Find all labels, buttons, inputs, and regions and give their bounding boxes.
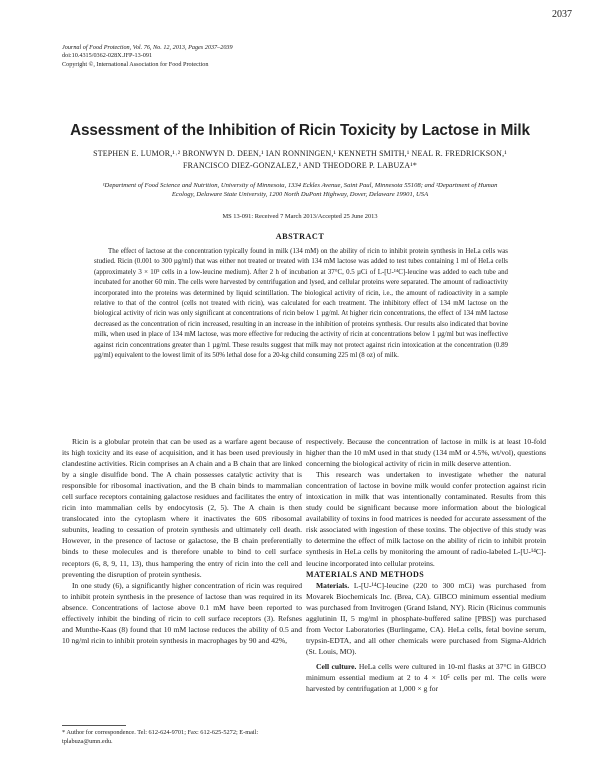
body-paragraph: Ricin is a globular protein that can be used as a warfare agent because of its high toxicity and its ease of acquisition, and it has been used previously in clandestine activities. Ricin comprises an A chain and a B chain that are linked by a single disulfide bond. The A chain possesses catalytic activity that is responsible for ribosomal inactivation, and the B chain binds to mammalian cell surface receptors containing galactose residues and facilitates the entry of ricin into mammalian cells by endocytosis (2, 5). The A chain is then translocated into the cytoplasm where it inactivates the 60S ribosomal subunits, leading to cessation of protein synthesis and ultimately cell death. However, in the presence of lactose or galactose, the B chain preferentially binds to these molecules and is therefore unable to bind to cell surface receptors (6, 8, 9, 11, 13), thus hampering the entry of ricin into the cell and preventing the disruption of protein synthesis. xyxy=(62,437,302,579)
page-number: 2037 xyxy=(552,9,572,20)
abstract-text: The effect of lactose at the concentration typically found in milk (134 mM) on the ability of ricin to inhibit protein synthesis in HeLa cells was studied. Ricin (0.001 to 300 µg/ml) that was either not treated or treated with 134 mM lactose was added to test tubes containing 1 ml of HeLa cells (approximately 3 × 10⁵ cells in a low-leucine medium). After 2 h of incubation at 37°C, 0.5 µCi of L-[U-¹⁴C]-leucine was added to each tube and incubated for another 60 min. The cells were harvested by centrifugation and lysed, and cellular proteins were separated. The amount of radioactivity incorporated into the proteins was determined by liquid scintillation. The biological activity of ricin, i.e., the amount of radioactivity in a sample relative to that of the control (cells not treated with ricin), was calculated for each treatment. The inhibitory effect of 134 mM lactose on the biological activity of ricin was only significant at concentrations of ricin below 1 µg/ml. At higher ricin concentrations, the effect of 134 mM lactose decreased as the concentration of ricin increased, resulting in an increase in the inhibition of proteins synthesis. Our results also indicated that bovine milk, when used in place of 134 mM lactose, was more effective for reducing the activity of ricin at concentrations below 1 µg/ml but was ineffective against ricin concentrations greater than 1 µg/ml. These results suggest that milk may not protect against ricin intoxication at the concentration (0.89 µg/ml) equivalent to the lowest limit of its 50% lethal dose for a 20-kg child consuming 225 ml (8 oz) of milk. xyxy=(94,248,508,360)
affiliations xyxy=(64,181,536,199)
section-heading: MATERIALS AND METHODS xyxy=(306,569,425,579)
paper-title: Assessment of the Inhibition of Ricin Toxicity by Lactose in Milk xyxy=(70,122,530,139)
correspondence-footnote: * Author for correspondence. Tel: 612-624-9701; Fax: 612-625-5272; E-mail: tplabuza@umn.edu. xyxy=(62,729,259,745)
body-paragraph: In one study (6), a significantly higher concentration of ricin was required to inhibit protein synthesis in the presence of lactose than was required in its absence. Concentrations of lactose above 0.1 mM have been reported to effectively inhibit the binding of ricin to cell surface receptors (3). Refsnes and Munthe-Kaas (8) found that 10 mM lactose reduces the ability of 0.5 and 10 ng/ml ricin to inhibit protein synthesis in macrophages by 90 and 42%, xyxy=(62,580,302,645)
abstract-heading: ABSTRACT xyxy=(275,232,325,241)
left-column xyxy=(62,436,302,646)
journal-meta xyxy=(62,44,233,69)
journal-citation: Journal of Food Protection, Vol. 76, No. 12, 2013, Pages 2037–2039 xyxy=(62,44,233,51)
right-column xyxy=(306,436,546,694)
paragraph-text: L-[U-¹⁴C]-leucine (220 to 300 mCi) was purchased from Movarek Biochemicals Inc. (Brea, CA). GIBCO minimum essential medium was purchased from Invitrogen (Grand Island, NY). Ricin (Ricinus communis agglutinin II, 5 mg/ml in phosphate-buffered saline [PBS]) was purchased from Vector Laboratories (Burlingame, CA). HeLa cells, fetal bovine serum, trypsin-EDTA, and all other chemicals were purchased from Sigma-Aldrich (St. Louis, MO). xyxy=(306,580,546,656)
doi[interactable]: doi:10.4315/0362-028X.JFP-13-091 xyxy=(62,52,153,60)
affiliation-line-1: ¹Department of Food Science and Nutrition, University of Minnesota, 1334 Eckles Avenue, Saint Paul, Minnesota 55108; and ²Department of Human xyxy=(102,182,498,189)
cell-culture-paragraph xyxy=(306,661,546,694)
authors-line-1: STEPHEN E. LUMOR,¹˒² BRONWYN D. DEEN,¹ IAN RONNINGEN,¹ KENNETH SMITH,¹ NEAL R. FREDRICKSON,¹ xyxy=(93,149,507,158)
subsection-label: Materials. xyxy=(316,580,350,590)
footnote-rule xyxy=(62,725,126,726)
body-paragraph: respectively. Because the concentration of lactose in milk is at least 10-fold higher than the 10 mM used in that study (134 mM or 4.5%, wt/vol), questions concerning the biological activity of ricin in milk deserve attention. xyxy=(306,437,546,469)
author-list xyxy=(60,148,540,172)
subsection-label: Cell culture. xyxy=(316,661,357,671)
body-paragraph: This research was undertaken to investigate whether the natural concentration of lactose in bovine milk would confer protection against ricin intoxication in milk that was intentionally contaminated. Results from this study could be significant because more information about the biological availability of toxins in food matrices is needed for accurate assessment of the risk associated with ingestion of these toxins. The objective of this study was to determine the effect of milk lactose on the ability of ricin to inhibit protein synthesis in HeLa cells by monitoring the amount of radio-labeled L-[U-¹⁴C]-leucine incorporated into cellular proteins. xyxy=(306,470,546,568)
materials-paragraph xyxy=(306,580,546,657)
affiliation-line-2: Ecology, Delaware State University, 1200 North DuPont Highway, Dover, Delaware 19901, USA xyxy=(171,191,429,198)
received-dates: MS 13-091: Received 7 March 2013/Accepted 25 June 2013 xyxy=(222,213,378,220)
copyright: Copyright ©, International Association for Food Protection xyxy=(62,60,209,68)
authors-line-2: FRANCISCO DIEZ-GONZALEZ,¹ AND THEODORE P. LABUZA¹* xyxy=(183,161,417,170)
paragraph-text: HeLa cells were cultured in 10-ml flasks at 37°C in GIBCO minimum essential medium at 2 to 4 × 10⁵ cells per ml. The cells were harvested by centrifugation at 1,000 × g for xyxy=(306,661,546,694)
